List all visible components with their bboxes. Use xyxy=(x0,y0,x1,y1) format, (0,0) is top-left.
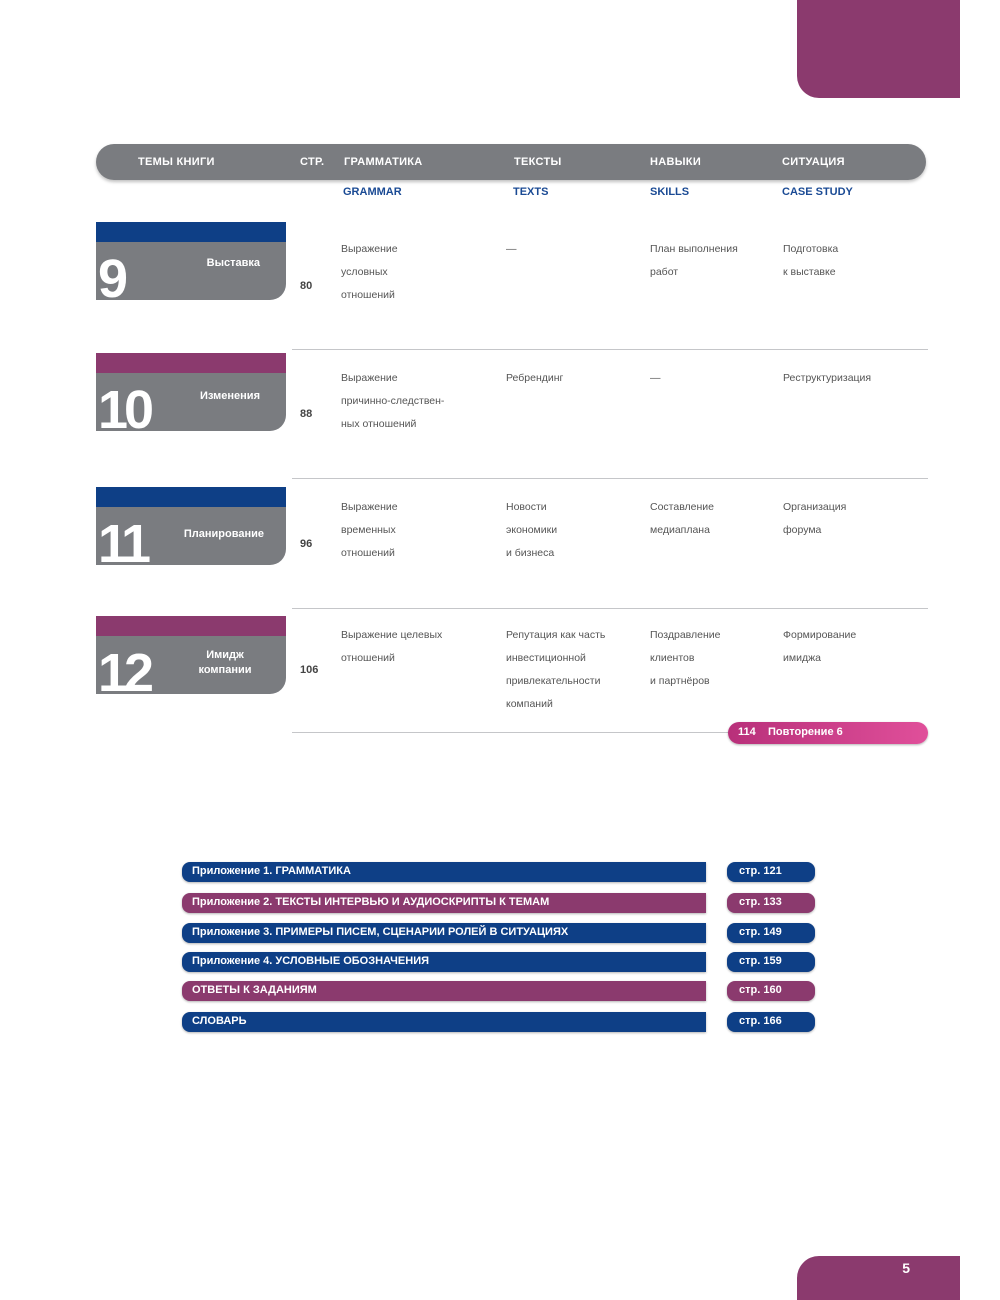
skills-cell: — xyxy=(650,372,661,384)
appendix-1-bar[interactable] xyxy=(182,862,706,882)
appendix-4-bar[interactable] xyxy=(182,952,706,972)
appendix-label: СЛОВАРЬ xyxy=(192,1015,247,1027)
review-label: Повторение 6 xyxy=(768,726,843,738)
page-number: 5 xyxy=(902,1260,910,1276)
appendix-page-label: стр. 121 xyxy=(739,865,782,877)
texts-cell: — xyxy=(506,243,517,255)
dictionary-bar[interactable] xyxy=(182,1012,706,1032)
header-page: СТР. xyxy=(300,156,325,168)
subheader-texts: TEXTS xyxy=(513,186,549,198)
corner-tab-top xyxy=(797,0,960,98)
case-cell: Реструктуризация xyxy=(783,372,872,384)
case-cell: Подготовка к выставке xyxy=(783,243,839,278)
appendix-4-page[interactable] xyxy=(727,952,815,972)
unit-title: Имидж компании xyxy=(198,649,252,676)
grammar-cell: Выражение временных отношений xyxy=(341,501,398,559)
unit-title: Выставка xyxy=(206,257,260,269)
skills-cell: Составление медиаплана xyxy=(650,501,715,536)
grammar-cell: Выражение причинно-следствен- ных отношений xyxy=(341,372,445,430)
appendix-page-label: стр. 166 xyxy=(739,1015,782,1027)
unit-body xyxy=(96,373,286,440)
appendix-page-label: стр. 160 xyxy=(739,984,782,996)
unit-body xyxy=(96,507,286,574)
row-divider xyxy=(292,608,928,609)
unit-title: Изменения xyxy=(200,390,260,402)
case-cell: Организация форума xyxy=(783,501,847,536)
answers-bar[interactable] xyxy=(182,981,706,1001)
review-pill[interactable] xyxy=(728,722,928,744)
appendix-3-bar[interactable] xyxy=(182,923,706,943)
header-grammar: ГРАММАТИКА xyxy=(344,156,423,168)
unit-page: 96 xyxy=(300,538,313,550)
appendix-2-bar[interactable] xyxy=(182,893,706,913)
unit-page: 88 xyxy=(300,408,313,420)
review-page: 114 xyxy=(738,726,756,738)
corner-tab-bottom xyxy=(797,1256,960,1300)
header-topics: ТЕМЫ КНИГИ xyxy=(138,156,215,168)
appendix-page-label: стр. 159 xyxy=(739,955,782,967)
unit-number: 11 xyxy=(98,514,148,574)
appendix-1-page[interactable] xyxy=(727,862,815,882)
grammar-cell: Выражение целевых отношений xyxy=(341,629,443,664)
case-cell: Формирование имиджа xyxy=(783,629,857,664)
header-texts: ТЕКСТЫ xyxy=(514,156,562,168)
unit-page: 106 xyxy=(300,664,319,676)
table-header xyxy=(96,144,926,180)
subheader-grammar: GRAMMAR xyxy=(343,186,402,198)
unit-10-badge xyxy=(96,353,286,440)
texts-cell: Ребрендинг xyxy=(506,372,564,384)
unit-number: 9 xyxy=(98,249,125,309)
appendix-label: Приложение 4. УСЛОВНЫЕ ОБОЗНАЧЕНИЯ xyxy=(192,955,430,967)
appendix-label: Приложение 3. ПРИМЕРЫ ПИСЕМ, СЦЕНАРИИ РОЛЕЙ В СИТУАЦИЯХ xyxy=(192,926,569,938)
texts-cell: Новости экономики и бизнеса xyxy=(506,501,558,559)
skills-cell: Поздравление клиентов и партнёров xyxy=(650,629,721,687)
appendix-label: Приложение 2. ТЕКСТЫ ИНТЕРВЬЮ И АУДИОСКРИПТЫ К ТЕМАМ xyxy=(192,896,550,908)
appendix-label: ОТВЕТЫ К ЗАДАНИЯМ xyxy=(192,984,317,996)
unit-9-badge xyxy=(96,222,286,309)
appendix-label: Приложение 1. ГРАММАТИКА xyxy=(192,865,351,877)
header-case: СИТУАЦИЯ xyxy=(782,156,845,168)
unit-12-badge xyxy=(96,616,286,703)
unit-page: 80 xyxy=(300,280,313,292)
dictionary-page[interactable] xyxy=(727,1012,815,1032)
unit-number: 10 xyxy=(98,380,151,440)
skills-cell: План выполнения работ xyxy=(650,243,738,278)
answers-page[interactable] xyxy=(727,981,815,1001)
unit-stripe xyxy=(96,222,286,242)
unit-number: 12 xyxy=(98,643,151,703)
row-divider xyxy=(292,478,928,479)
unit-body xyxy=(96,636,286,703)
unit-11-badge xyxy=(96,487,286,574)
grammar-cell: Выражение условных отношений xyxy=(341,243,398,301)
unit-title: Планирование xyxy=(183,528,264,540)
unit-stripe xyxy=(96,353,286,373)
header-skills: НАВЫКИ xyxy=(650,156,702,168)
appendix-page-label: стр. 149 xyxy=(739,926,782,938)
appendix-3-page[interactable] xyxy=(727,923,815,943)
appendix-2-page[interactable] xyxy=(727,893,815,913)
subheader-case: CASE STUDY xyxy=(782,186,853,198)
texts-cell: Репутация как часть инвестиционной привлекательности компаний xyxy=(506,629,606,710)
subheader-skills: SKILLS xyxy=(650,186,690,198)
unit-stripe xyxy=(96,616,286,636)
appendix-page-label: стр. 133 xyxy=(739,896,782,908)
row-divider xyxy=(292,349,928,350)
unit-stripe xyxy=(96,487,286,507)
unit-body xyxy=(96,242,286,309)
